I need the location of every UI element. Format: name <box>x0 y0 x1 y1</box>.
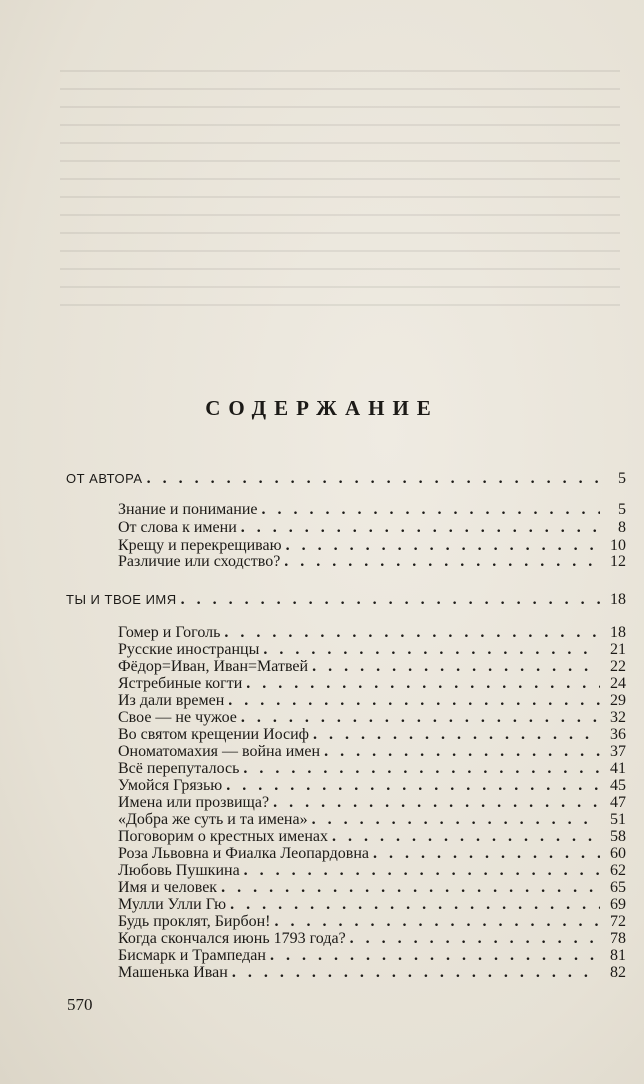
toc-entry <box>118 500 626 519</box>
entry-title: Умойся Грязью <box>118 777 223 794</box>
page-number: 72 <box>610 913 626 930</box>
entry-title: Всё перепуталось <box>118 760 240 777</box>
page-number: 37 <box>610 743 626 760</box>
page-number: 51 <box>610 811 626 828</box>
page-number: 24 <box>610 675 626 692</box>
page-number: 41 <box>610 760 626 777</box>
toc-section <box>66 590 626 609</box>
leader-dots <box>181 590 600 609</box>
section-title: ТЫ И ТВОЕ ИМЯ <box>66 592 177 607</box>
page-number: 12 <box>610 553 626 570</box>
entry-title: Поговорим о крестных именах <box>118 828 328 845</box>
entry-title: Любовь Пушкина <box>118 862 240 879</box>
page-number: 60 <box>610 845 626 862</box>
bleed-through-text <box>60 70 620 350</box>
entry-title: Когда скончался июнь 1793 года? <box>118 930 346 947</box>
leader-dots <box>262 500 601 519</box>
entry-title: Имя и человек <box>118 879 218 896</box>
page-title: СОДЕРЖАНИЕ <box>205 396 439 420</box>
entry-title: Крещу и перекрещиваю <box>118 537 282 554</box>
entry-title: Бисмарк и Трампедан <box>118 947 266 964</box>
toc-entry <box>118 518 626 537</box>
page-number: 65 <box>610 879 626 896</box>
page-number: 18 <box>610 624 626 641</box>
page-number: 62 <box>610 862 626 879</box>
folio-page-number: 570 <box>67 995 93 1014</box>
entry-title: Имена или прозвища? <box>118 794 270 811</box>
entry-title: Различие или сходство? <box>118 553 281 570</box>
entry-title: Свое — не чужое <box>118 709 237 726</box>
page-number: 78 <box>610 930 626 947</box>
page-number: 22 <box>610 658 626 675</box>
entry-title: Ястребиные когти <box>118 675 243 692</box>
leader-dots <box>284 552 600 571</box>
page-number: 69 <box>610 896 626 913</box>
entry-title: От слова к имени <box>118 519 237 536</box>
page-number: 81 <box>610 947 626 964</box>
page-number: 82 <box>610 964 626 981</box>
entry-title: Из дали времен <box>118 692 225 709</box>
entry-title: Русские иностранцы <box>118 641 260 658</box>
entry-title: Роза Львовна и Фиалка Леопардовна <box>118 845 370 862</box>
entry-title: Гомер и Гоголь <box>118 624 221 641</box>
entry-title: Будь проклят, Бирбон! <box>118 913 271 930</box>
page-number: 8 <box>618 519 626 536</box>
page-number: 45 <box>610 777 626 794</box>
page-number: 58 <box>610 828 626 845</box>
page-number: 18 <box>610 591 626 608</box>
page-number: 10 <box>610 537 626 554</box>
page-number: 5 <box>618 470 626 487</box>
entry-title: Мулли Улли Гю <box>118 896 227 913</box>
leader-dots <box>241 518 600 537</box>
entry-title: «Добра же суть и та имена» <box>118 811 308 828</box>
leader-dots <box>147 469 600 488</box>
page-number: 5 <box>618 501 626 518</box>
page-number: 47 <box>610 794 626 811</box>
page-number: 36 <box>610 726 626 743</box>
entry-title: Машенька Иван <box>118 964 228 981</box>
entry-title: Во святом крещении Иосиф <box>118 726 310 743</box>
page-number: 21 <box>610 641 626 658</box>
entry-title: Фёдор=Иван, Иван=Матвей <box>118 658 309 675</box>
leader-dots <box>232 963 600 982</box>
entry-title: Ономатомахия — война имен <box>118 743 321 760</box>
toc-section <box>66 469 626 488</box>
toc-entry <box>118 552 626 571</box>
page-number: 29 <box>610 692 626 709</box>
toc-entry <box>118 963 626 982</box>
entry-title: Знание и понимание <box>118 501 258 518</box>
page-number: 32 <box>610 709 626 726</box>
section-title: ОТ АВТОРА <box>66 471 143 486</box>
